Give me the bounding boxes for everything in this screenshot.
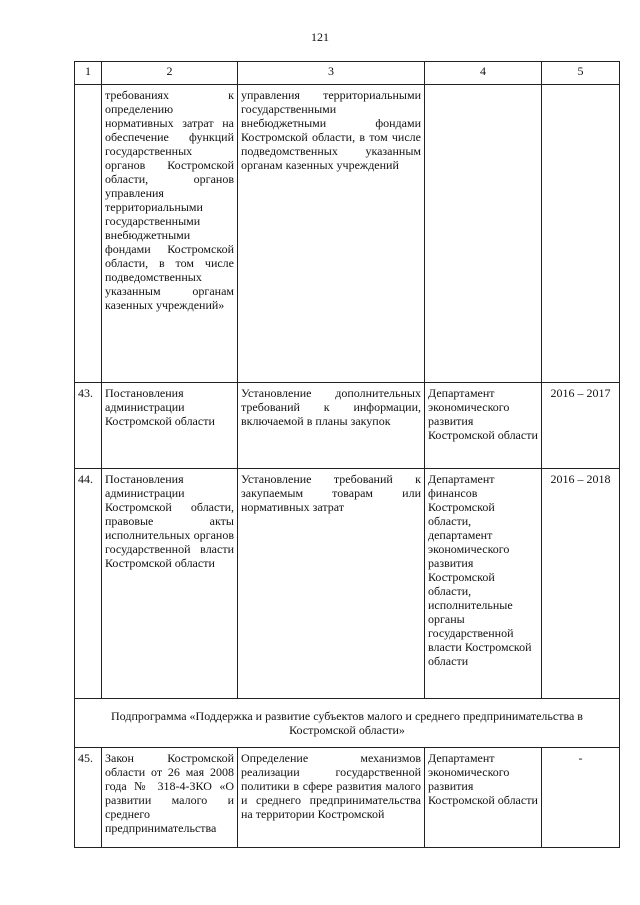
measures-table: [74, 61, 620, 848]
header-col-3: 3: [238, 62, 425, 85]
cell-content: Установление требований к закупаемым товарам или нормативных затрат: [238, 469, 425, 699]
cell-content: Установление дополнительных требований к информации, включаемой в планы закупок: [238, 383, 425, 469]
cell-act: Постановления администрации Костромской области: [102, 383, 238, 469]
subprogram-title: Подпрограмма «Поддержка и развитие субъектов малого и среднего предпринимательства в Костромской области»: [75, 699, 620, 748]
header-col-2: 2: [102, 62, 238, 85]
cell-period: -: [542, 748, 620, 848]
cell-num: [75, 85, 102, 383]
cell-responsible: Департамент финансов Костромской области, департамент экономического развития Костромской области, исполнительные органы государственной власти Костромской области: [425, 469, 542, 699]
header-col-4: 4: [425, 62, 542, 85]
cell-num: 45.: [75, 748, 102, 848]
header-col-5: 5: [542, 62, 620, 85]
cell-num: 43.: [75, 383, 102, 469]
cell-act: Закон Костромской области от 26 мая 2008 года № 318-4-ЗКО «О развитии малого и среднего предпринимательства: [102, 748, 238, 848]
cell-act: Постановления администрации Костромской области, правовые акты исполнительных органов государственной власти Костромской области: [102, 469, 238, 699]
table-row-continuation: [75, 85, 620, 383]
cell-period: 2016 – 2018: [542, 469, 620, 699]
table-row-45: [75, 748, 620, 848]
subprogram-row: [75, 699, 620, 748]
cell-responsible: Департамент экономического развития Костромской области: [425, 748, 542, 848]
page-number: 121: [311, 30, 329, 44]
header-col-1: 1: [75, 62, 102, 85]
cell-responsible: Департамент экономического развития Костромской области: [425, 383, 542, 469]
cell-period: [542, 85, 620, 383]
table-row-43: [75, 383, 620, 469]
cell-responsible: [425, 85, 542, 383]
cell-content: Определение механизмов реализации государственной политики в сфере развития малого и среднего предпринимательства на территории Костромской: [238, 748, 425, 848]
table-row-44: [75, 469, 620, 699]
cell-num: 44.: [75, 469, 102, 699]
cell-period: 2016 – 2017: [542, 383, 620, 469]
cell-content: управления территориальными государственными внебюджетными фондами Костромской области, в том числе подведомственных указанным органам казенных учреждений: [238, 85, 425, 383]
cell-act: требованиях к определению нормативных затрат на обеспечение функций государственных органов Костромской области, органов управления территориальными государственными внебюджетными фондами Костромской области, в том числе подведомственных указанным органам казенных учреждений»: [102, 85, 238, 383]
header-row: [75, 62, 620, 85]
